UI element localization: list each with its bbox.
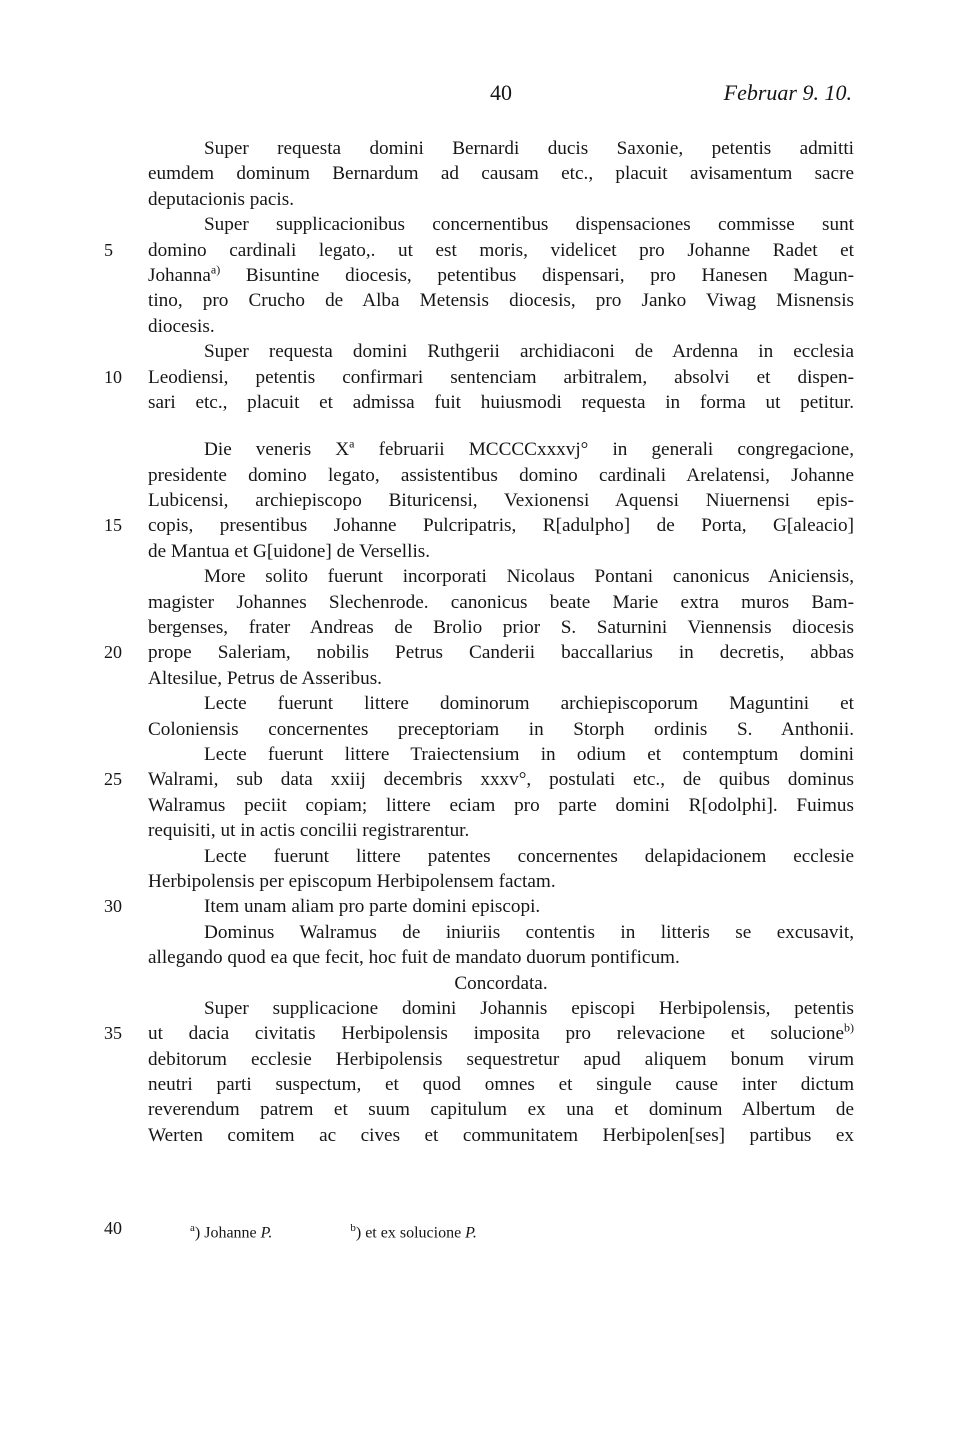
body-text	[104, 136, 854, 1148]
line-text-rest: Bisuntine diocesis, petentibus dispensari, pro Hanesen Magun-	[220, 264, 854, 286]
text-line	[148, 263, 854, 288]
footnotes	[104, 1216, 854, 1242]
text-line	[148, 793, 854, 818]
line-text: tino, pro Crucho de Alba Metensis diocesis, pro Janko Viwag Misnensis	[148, 290, 854, 312]
line-text: eumdem dominum Bernardum ad causam etc., placuit avisamentum sacre	[148, 163, 854, 185]
line-text: presidente domino legato, assistentibus domino cardinali Arelatensi, Johanne	[148, 464, 854, 486]
text-line	[148, 539, 854, 564]
line-text: Super supplicacione domini Johannis episcopi Herbipolensis, petentis	[204, 997, 854, 1019]
line-text: More solito fuerunt incorporati Nicolaus Pontani canonicus Aniciensis,	[204, 566, 854, 588]
line-text: sari etc., placuit et admissa fuit huiusmodi requesta in forma ut petitur.	[148, 391, 854, 413]
text-line	[148, 920, 854, 945]
line-text: Walrami, sub data xxiij decembris xxxv°, postulati etc., de quibus dominus	[148, 769, 854, 791]
line-text: Lecte fuerunt littere dominorum archiepiscoporum Maguntini et	[204, 693, 854, 715]
text-line	[148, 1097, 854, 1122]
text-line	[104, 894, 854, 919]
text-line	[104, 365, 854, 390]
footnote-text: ) Johanne	[194, 1224, 261, 1242]
text-line	[104, 640, 854, 665]
line-text: Item unam aliam pro parte domini episcopi.	[204, 896, 541, 918]
line-text: magister Johannes Slechenrode. canonicus beate Marie extra muros Bam-	[148, 591, 854, 613]
line-text: Coloniensis concernentes preceptoriam in Storph ordinis S. Anthonii.	[148, 718, 854, 740]
text-line	[148, 136, 854, 161]
text-line	[148, 590, 854, 615]
text-line	[148, 717, 854, 742]
text-line	[148, 463, 854, 488]
footnote-text: ) et ex solucione	[355, 1224, 466, 1242]
text-line	[148, 212, 854, 237]
line-text: Super requesta domini Bernardi ducis Saxonie, petentis admitti	[204, 138, 854, 159]
line-number: 25	[104, 769, 122, 790]
line-text: neutri parti suspectum, et quod omnes et singule cause inter dictum	[148, 1074, 854, 1096]
text-line	[148, 691, 854, 716]
text-line	[148, 742, 854, 767]
text-line	[148, 488, 854, 513]
footnote-ref: b)	[844, 1020, 854, 1035]
line-text: Herbipolensis per episcopum Herbipolensem factam.	[148, 870, 556, 892]
line-text: requisiti, ut in actis concilii registrarentur.	[148, 820, 470, 842]
line-text: diocesis.	[148, 315, 215, 337]
text-line	[104, 767, 854, 792]
line-text: de Mantua et G[uidone] de Versellis.	[148, 540, 431, 562]
line-text: Lubicensi, archiepiscopo Bituricensi, Vexionensi Aquensi Niuernensi epis-	[148, 490, 854, 512]
line-text: Leodiensi, petentis confirmari sentenciam arbitralem, absolvi et dispen-	[148, 366, 854, 388]
text-line	[104, 238, 854, 263]
line-text: ut dacia civitatis Herbipolensis imposita pro relevacione et solucione	[148, 1023, 844, 1045]
line-number: 20	[104, 642, 122, 663]
line-text: Walramus peciit copiam; littere eciam pro parte domini R[odolphi]. Fuimus	[148, 794, 854, 816]
line-text: reverendum patrem et suum capitulum ex una et dominum Albertum de	[148, 1099, 854, 1121]
line-text: bergenses, frater Andreas de Brolio prior S. Saturnini Viennensis diocesis	[148, 617, 854, 639]
line-text: Concordata.	[454, 972, 548, 994]
line-text: allegando quod ea que fecit, hoc fuit de mandato duorum pontificum.	[148, 947, 680, 969]
text-line	[148, 288, 854, 313]
text-line	[148, 869, 854, 894]
line-text: Super requesta domini Ruthgerii archidiaconi de Ardenna in ecclesia	[204, 341, 854, 363]
line-number: 30	[104, 896, 122, 917]
line-text: prope Saleriam, nobilis Petrus Canderii baccallarius in decretis, abbas	[148, 642, 854, 664]
running-head-date: Februar 9. 10.	[723, 80, 852, 105]
line-text: copis, presentibus Johanne Pulcripatris, R[adulpho] de Porta, G[aleacio]	[148, 515, 854, 537]
footnote-a	[190, 1216, 272, 1246]
line-text: Die veneris X	[204, 439, 350, 461]
text-line	[148, 1047, 854, 1072]
text-line	[148, 818, 854, 843]
line-text: Lecte fuerunt littere Traiectensium in odium et contemptum domini	[204, 743, 854, 765]
line-text: Super supplicacionibus concernentibus dispensaciones commisse sunt	[204, 214, 854, 236]
line-text: Dominus Walramus de iniuriis contentis in litteris se excusavit,	[204, 921, 854, 943]
line-number: 5	[104, 239, 113, 260]
line-number: 10	[104, 366, 122, 387]
text-line	[148, 971, 854, 996]
text-line	[148, 437, 854, 462]
text-line	[104, 1020, 854, 1046]
text-line	[148, 615, 854, 640]
footnote-mark: b	[350, 1222, 356, 1234]
text-line	[148, 666, 854, 691]
line-text: Lecte fuerunt littere patentes concernentes delapidacionem ecclesie	[204, 845, 854, 867]
line-text: Johanna	[148, 264, 211, 286]
footnote-ref: a)	[210, 262, 221, 277]
line-number: 35	[104, 1023, 122, 1044]
footnote-source: P.	[260, 1224, 273, 1242]
text-line	[104, 513, 854, 538]
text-line	[148, 564, 854, 589]
line-number: 15	[104, 515, 122, 536]
footnote-mark: a	[190, 1222, 195, 1234]
text-line	[148, 339, 854, 364]
line-text-rest: februarii MCCCCxxxvj° in generali congregacione,	[354, 439, 854, 461]
text-line	[148, 161, 854, 186]
text-line	[148, 996, 854, 1021]
line-text: deputacionis pacis.	[148, 188, 294, 210]
text-line	[148, 314, 854, 339]
line-text: debitorum ecclesie Herbipolensis sequestretur apud aliquem bonum virum	[148, 1048, 854, 1070]
text-line	[148, 844, 854, 869]
line-text: Altesilue, Petrus de Asseribus.	[148, 667, 382, 689]
footnote-ref: a	[349, 436, 355, 451]
line-text: domino cardinali legato,. ut est moris, videlicet pro Johanne Radet et	[148, 239, 854, 261]
footnote-source: P.	[465, 1224, 477, 1242]
page-number: 40	[490, 80, 512, 105]
text-line	[148, 187, 854, 212]
line-number: 40	[104, 1218, 122, 1238]
text-line	[148, 1123, 854, 1148]
text-line	[148, 390, 854, 415]
text-line	[148, 945, 854, 970]
footnote-b	[350, 1216, 477, 1246]
line-text: Werten comitem ac cives et communitatem Herbipolen[ses] partibus ex	[148, 1124, 854, 1146]
text-line	[148, 1072, 854, 1097]
